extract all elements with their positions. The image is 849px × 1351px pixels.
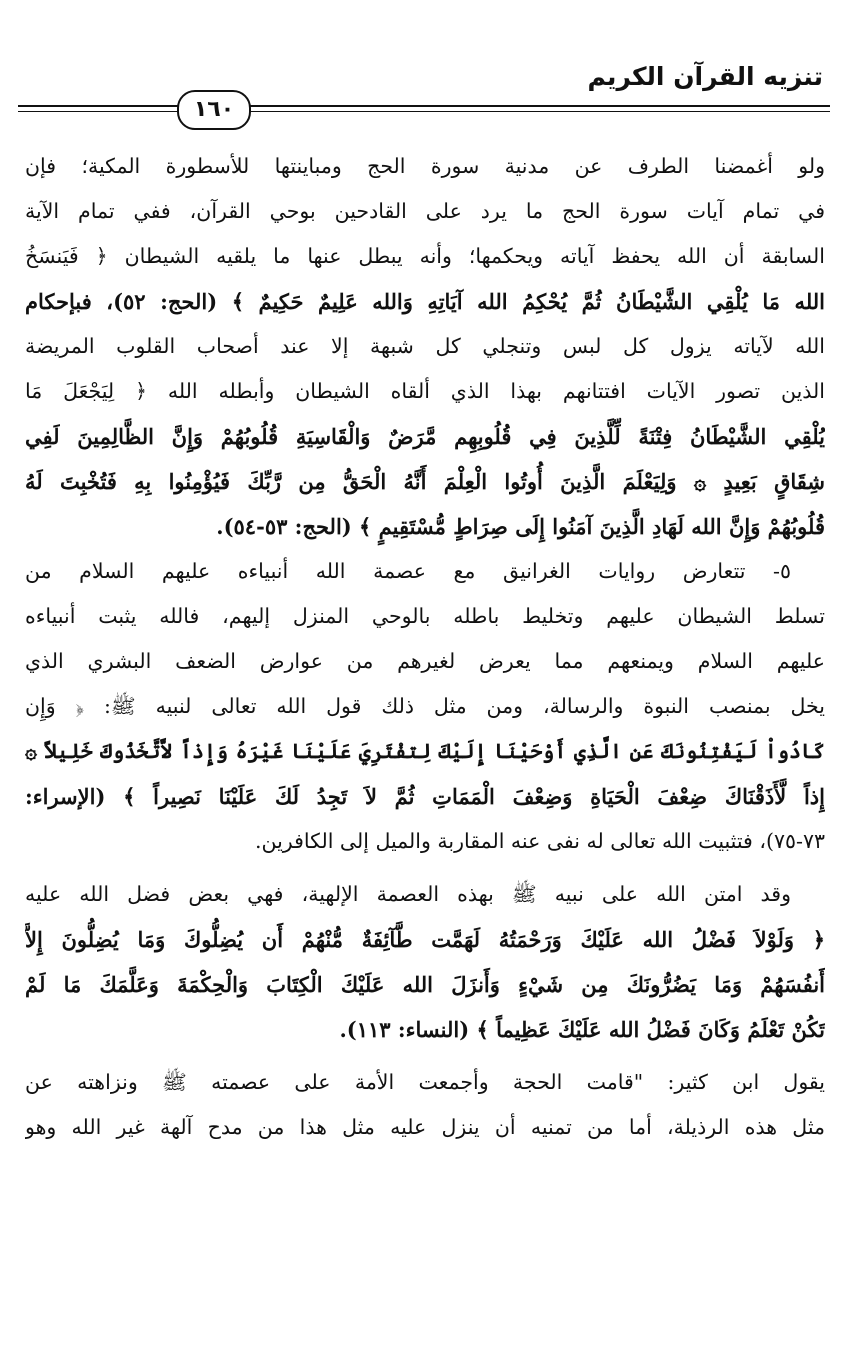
text-line: قُلُوبُهُمْ وَإِنَّ الله لَهَادِ الَّذِينَ آمَنُوا إِلَى صِرَاطٍ مُّسْتَقِيمٍ ﴾ (الحج: ٥٣-٥٤). [216, 514, 825, 539]
text-line: ٥- تتعارض روايات الغرانيق مع عصمة الله أنبياءه عليهم السلام من [25, 559, 791, 583]
text-line: كَادُواْ لَيَفْتِنُونَكَ عَنِ الَّذِي أَوْحَيْنَا إِلَيْكَ لِتفْتَرِيَ عَلَيْنَا غَيْرَهُ وَإِذاً لاَّتَّخَذُوكَ خَلِيلاً ۞ [25, 739, 825, 763]
text-line: في تمام آيات سورة الحج ما يرد على القادحين بوحي القرآن، ففي تمام الآية [25, 199, 825, 223]
text-line: شِقَاقٍ بَعِيدٍ ۞ وَلِيَعْلَمَ الَّذِينَ أُوتُوا الْعِلْمَ أَنَّهُ الْحَقُّ مِن رَّبِّكَ فَيُؤْمِنُوا بِهِ فَتُخْبِتَ لَهُ [25, 469, 825, 494]
text-line: الله مَا يُلْقِي الشَّيْطَانُ ثُمَّ يُحْكِمُ الله آيَاتِهِ وَالله عَلِيمٌ حَكِيمٌ ﴾ (الحج: ٥٢)، فبإحكام [25, 289, 825, 314]
text-line: ٧٣-٧٥)، فتثبيت الله تعالى له نفى عنه المقاربة والميل إلى الكافرين. [254, 829, 825, 853]
text-line: ﴿ وَلَوْلاَ فَضْلُ الله عَلَيْكَ وَرَحْمَتُهُ لَهَمَّت طَّآئِفَةٌ مُّنْهُمْ أَن يُضِلُّوكَ وَمَا يُضِلُّونَ إِلاَّ [25, 927, 825, 952]
text-line: السابقة أن الله يحفظ آياته ويحكمها؛ وأنه يبطل عنها ما يلقيه الشيطان ﴿ فَيَنسَخُ [25, 244, 825, 268]
text-line: ولو أغمضنا الطرف عن مدنية سورة الحج ومباينتها للأسطورة المكية؛ فإن [25, 154, 825, 178]
body-text [25, 144, 825, 1150]
text-line: مثل هذه الرذيلة، أما من تمنيه أن ينزل عليه مثل هذا من مدح آلهة غير الله وهو [25, 1115, 825, 1139]
page-number: ١٦٠ [177, 90, 251, 130]
text-line: عليهم السلام ويمنعهم مما يعرض لغيرهم من عوارض الضعف البشري الذي [25, 649, 825, 673]
running-header-title: تنزيه القرآن الكريم [587, 62, 823, 91]
text-line: يُلْقِي الشَّيْطَانُ فِتْنَةً لِّلَّذِينَ فِي قُلُوبِهِم مَّرَضٌ وَالْقَاسِيَةِ قُلُوبُهُمْ وَإِنَّ الظَّالِمِينَ لَفِي [25, 424, 825, 449]
text-line: وقد امتن الله على نبيه ﷺ بهذه العصمة الإلهية، فهي بعض فضل الله عليه [25, 882, 791, 906]
paragraph-gap [25, 1052, 825, 1060]
text-line: يخل بمنصب النبوة والرسالة، ومن مثل ذلك قول الله تعالى لنبيه ﷺ: ﴿ وَإِن [25, 694, 825, 718]
paragraph-gap [25, 864, 825, 872]
header-rule [18, 105, 830, 107]
text-line: تسلط الشيطان عليهم وتخليط باطله بالوحي المنزل إليهم، فالله يثبت أنبياءه [25, 604, 825, 628]
text-line: الذين تصور الآيات افتتانهم بهذا الذي ألقاه الشيطان وأبطله الله ﴿ لِيَجْعَلَ مَا [25, 379, 825, 403]
text-line: يقول ابن كثير: "قامت الحجة وأجمعت الأمة على عصمته ﷺ ونزاهته عن [25, 1070, 825, 1094]
text-line: تَكُنْ تَعْلَمُ وَكَانَ فَضْلُ الله عَلَيْكَ عَظِيماً ﴾ (النساء: ١١٣). [339, 1017, 825, 1042]
text-line: إِذاً لَّأَذَقْنَاكَ ضِعْفَ الْحَيَاةِ وَضِعْفَ الْمَمَاتِ ثُمَّ لاَ تَجِدُ لَكَ عَلَيْنَا نَصِيراً ﴾ (الإسراء: [25, 784, 825, 809]
text-line: الله لآياته يزول كل لبس وتنجلي كل شبهة إلا عند أصحاب القلوب المريضة [25, 334, 825, 358]
text-line: أَنفُسَهُمْ وَمَا يَضُرُّونَكَ مِن شَيْءٍ وَأَنزَلَ الله عَلَيْكَ الْكِتَابَ وَالْحِكْمَةَ وَعَلَّمَكَ مَا لَمْ [25, 972, 825, 997]
header-rule-thin [18, 111, 830, 112]
